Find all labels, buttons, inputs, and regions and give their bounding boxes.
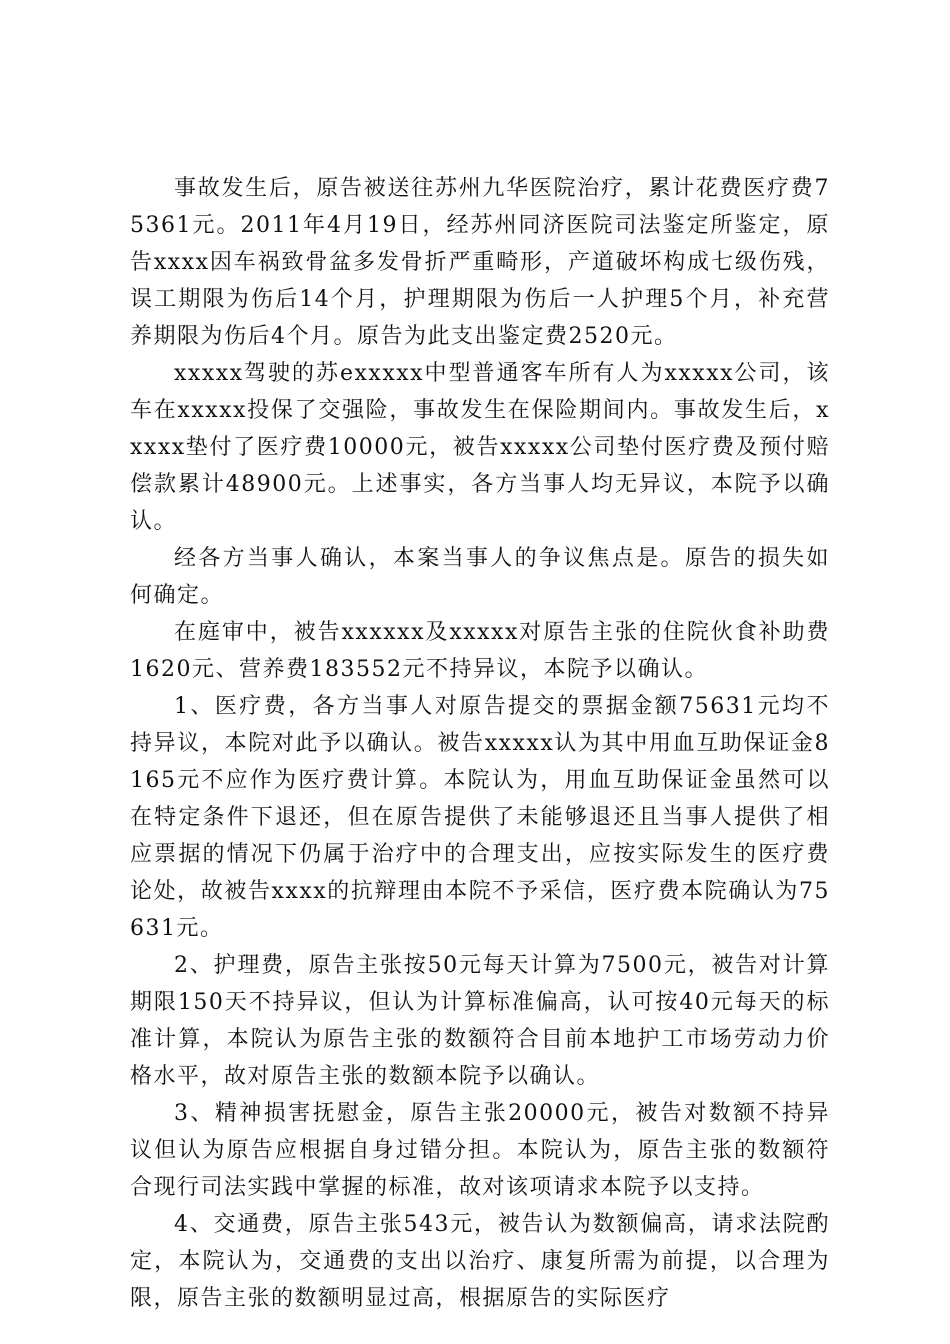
paragraph-medical-expenses: 1、医疗费，各方当事人对原告提交的票据金额75631元均不持异议，本院对此予以确认。被告xxxxx认为其中用血互助保证金8165元不应作为医疗费计算。本院认为，用血互助保证金虽然可以在特定条件下退还，但在原告提供了未能够退还且当事人提供了相应票据的情况下仍属于治疗中的合理支出，应按实际发生的医疗费论处，故被告xxxx的抗辩理由本院不予采信，医疗费本院确认为75631元。: [130, 694, 830, 941]
paragraph-undisputed-items: 在庭审中，被告xxxxxx及xxxxx对原告主张的住院伙食补助费1620元、营养费183552元不持异议，本院予以确认。: [130, 620, 830, 682]
paragraph-transportation-expenses: 4、交通费，原告主张543元，被告认为数额偏高，请求法院酌定，本院认为，交通费的支出以治疗、康复所需为前提，以合理为限，原告主张的数额明显过高，根据原告的实际医疗: [130, 1212, 830, 1311]
paragraph-accident-treatment: 事故发生后，原告被送往苏州九华医院治疗，累计花费医疗费75361元。2011年4月19日，经苏州同济医院司法鉴定所鉴定，原告xxxx因车祸致骨盆多发骨折严重畸形，产道破坏构成七级伤残，误工期限为伤后14个月，护理期限为伤后一人护理5个月，补充营养期限为伤后4个月。原告为此支出鉴定费2520元。: [130, 176, 830, 349]
paragraph-mental-damages: 3、精神损害抚慰金，原告主张20000元，被告对数额不持异议但认为原告应根据自身过错分担。本院认为，原告主张的数额符合现行司法实践中掌握的标准，故对该项请求本院予以支持。: [130, 1101, 830, 1200]
paragraph-dispute-focus: 经各方当事人确认，本案当事人的争议焦点是。原告的损失如何确定。: [130, 546, 830, 608]
paragraph-vehicle-insurance: xxxxx驾驶的苏exxxxx中型普通客车所有人为xxxxx公司，该车在xxxxx投保了交强险，事故发生在保险期间内。事故发生后，xxxxx垫付了医疗费10000元，被告xxxxx公司垫付医疗费及预付赔偿款累计48900元。上述事实，各方当事人均无异议，本院予以确认。: [130, 361, 830, 534]
paragraph-nursing-expenses: 2、护理费，原告主张按50元每天计算为7500元，被告对计算期限150天不持异议，但认为计算标准偏高，认可按40元每天的标准计算，本院认为原告主张的数额符合目前本地护工市场劳动力价格水平，故对原告主张的数额本院予以确认。: [130, 953, 830, 1089]
document-body: [130, 170, 830, 1317]
